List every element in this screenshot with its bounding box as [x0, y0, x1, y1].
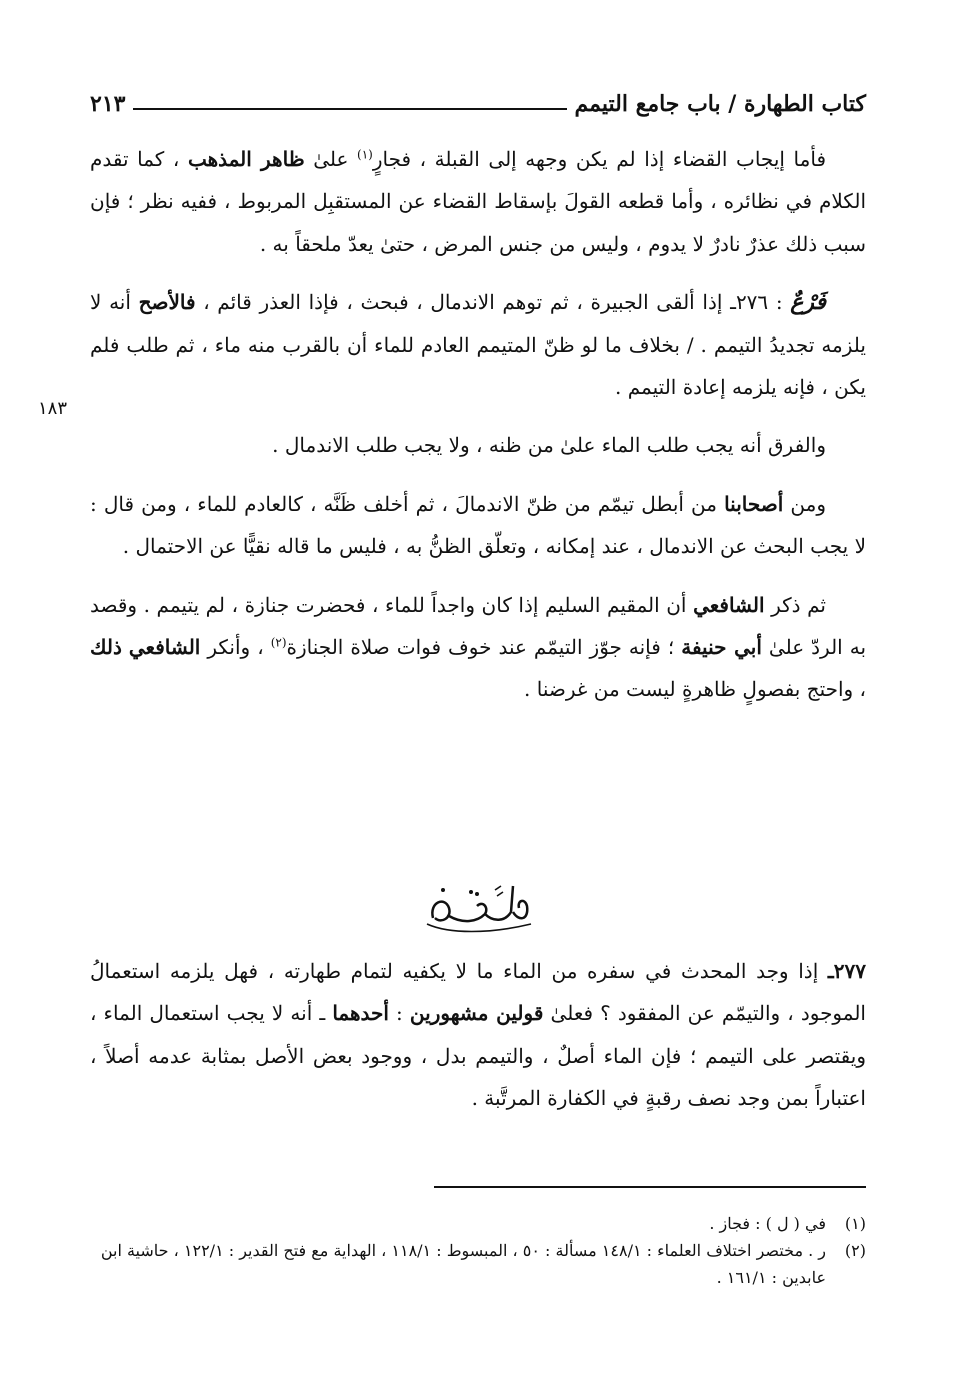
text-run: ثم ذكر [764, 592, 826, 617]
page-number: ٢١٣ [90, 91, 126, 117]
bold-term: ظاهر المذهب [187, 147, 305, 171]
footnote-2 [90, 1237, 866, 1291]
section-heading [0, 872, 958, 940]
text-run: : [388, 1001, 410, 1026]
footnote-ref-2[interactable]: (٢) [270, 635, 287, 650]
footnotes [90, 1210, 866, 1291]
bold-term: أبي حنيفة [681, 635, 762, 660]
bold-term: أصحابنا [724, 491, 784, 516]
paragraph-2 [90, 281, 866, 408]
text-run: إذا وجد المحدث في سفره من الماء ما لا يكفيه لتمام طهارته ، فهل يلزمه استعمالُ الموجود ، والتيمّم عن المفقود ؟ فعلىٰ [90, 959, 866, 1026]
section-text [90, 950, 866, 1120]
footnote-number: (١) [844, 1214, 866, 1233]
text-run: فأما إيجاب القضاء إذا لم يكن وجهه إلى القبلة ، فجارٍ [372, 147, 827, 171]
text-run: ، واحتج بفصولٍ ظاهرةٍ ليست من غرضنا . [524, 677, 866, 702]
margin-folio-number: ١٨٣ [38, 398, 68, 419]
text-run: أن المقيم السليم إذا كان واجداً للماء ، فحضرت جنازة ، لم يتيمم . وقصد به الردّ علىٰ [90, 592, 867, 660]
text-run: ؛ فإنه جوّز التيمّم عند خوف فوات صلاة الجنازة [286, 635, 682, 660]
bold-term: فالأصح [138, 290, 196, 315]
far-marker: فَرْعٌ [790, 289, 827, 316]
text-run: أنه لا يلزمه تجديدُ التيمم . / بخلاف ما لو ظنّ المتيمم العادم للماء أن بالقرب منه ماء ، ثم طلب فلم يكن ، فإنه يلزمه إعادة التيمم . [90, 290, 866, 400]
text-run: ، وأنكر [200, 635, 271, 660]
footnote-text: في ( ل ) : فجاز . [709, 1214, 826, 1233]
text-run: من أبطل تيمّم من ظنّ الاندمالَ ، ثم أخلف ظَنَّه ، كالعادم للماء ، ومن قال : لا يجب البحث عن الاندمال ، عند إمكانه ، وتعلّق الظنُّ به ، فليس ما قاله نقيًّا عن الاحتمال . [90, 491, 866, 559]
footnote-ref-1[interactable]: (١) [357, 147, 373, 162]
footnote-divider [434, 1186, 866, 1188]
main-text [90, 138, 866, 711]
header-title: كتاب الطهارة / باب جامع التيمم [574, 91, 866, 117]
bold-term: ذلك [90, 635, 122, 660]
text-run [122, 635, 129, 659]
bold-term: الشافعي [128, 635, 201, 660]
footnote-text: ر . مختصر اختلاف العلماء : ١٤٨/١ مسألة : ٥٠ ، المبسوط : ١١٨/١ ، الهداية مع فتح القدير : ١٢٢/١ ، حاشية ابن عابدين : ١٦١/١ . [100, 1241, 826, 1287]
text-run: ، كما تقدم الكلام في نظائره ، وأما قطعه القولَ بإسقاط القضاء عن المستقبِل المربوط ، ففيه نظر ؛ فإن سبب ذلك عذرٌ نادرٌ لا يدوم ، وليس من جنس المرض ، حتىٰ يعدّ ملحقاً به . [90, 147, 866, 256]
header-rule [133, 108, 566, 110]
issue-number: ٢٧٧ـ [827, 959, 866, 983]
bold-term: قولين مشهورين [409, 1001, 544, 1026]
paragraph-5 [90, 584, 866, 711]
paragraph-3 [90, 424, 866, 466]
section-paragraph-1 [90, 950, 866, 1120]
text-run: والفرق أنه يجب طلب الماء علىٰ من ظنه ، ولا يجب طلب الاندمال . [272, 433, 826, 458]
text-run: ـ أنه لا يجب استعمال الماء ، ويقتصر على التيمم ؛ فإن الماء أصلٌ ، والتيمم بدل ، ووجود بعض الأصل بمثابة عدمه أصلاً ، اعتباراً بمن وجد نصف رقبةٍ في الكفارة المرتَّبة . [90, 1001, 866, 1111]
running-header [90, 84, 866, 124]
text-run: ومن [783, 491, 827, 516]
paragraph-1 [90, 138, 866, 265]
footnote-number: (٢) [844, 1241, 866, 1260]
text-run: علىٰ [304, 147, 358, 171]
bold-term: الشافعي [693, 592, 765, 617]
paragraph-4 [90, 483, 866, 568]
fasl-calligraphy-icon [419, 872, 539, 936]
footnote-1 [90, 1210, 866, 1237]
text-run: : ٢٧٦ـ إذا ألقى الجبيرة ، ثم توهم الاندمال ، فبحث ، فإذا العذر قائم ، [195, 290, 791, 315]
bold-term: أحدهما [332, 1001, 389, 1026]
